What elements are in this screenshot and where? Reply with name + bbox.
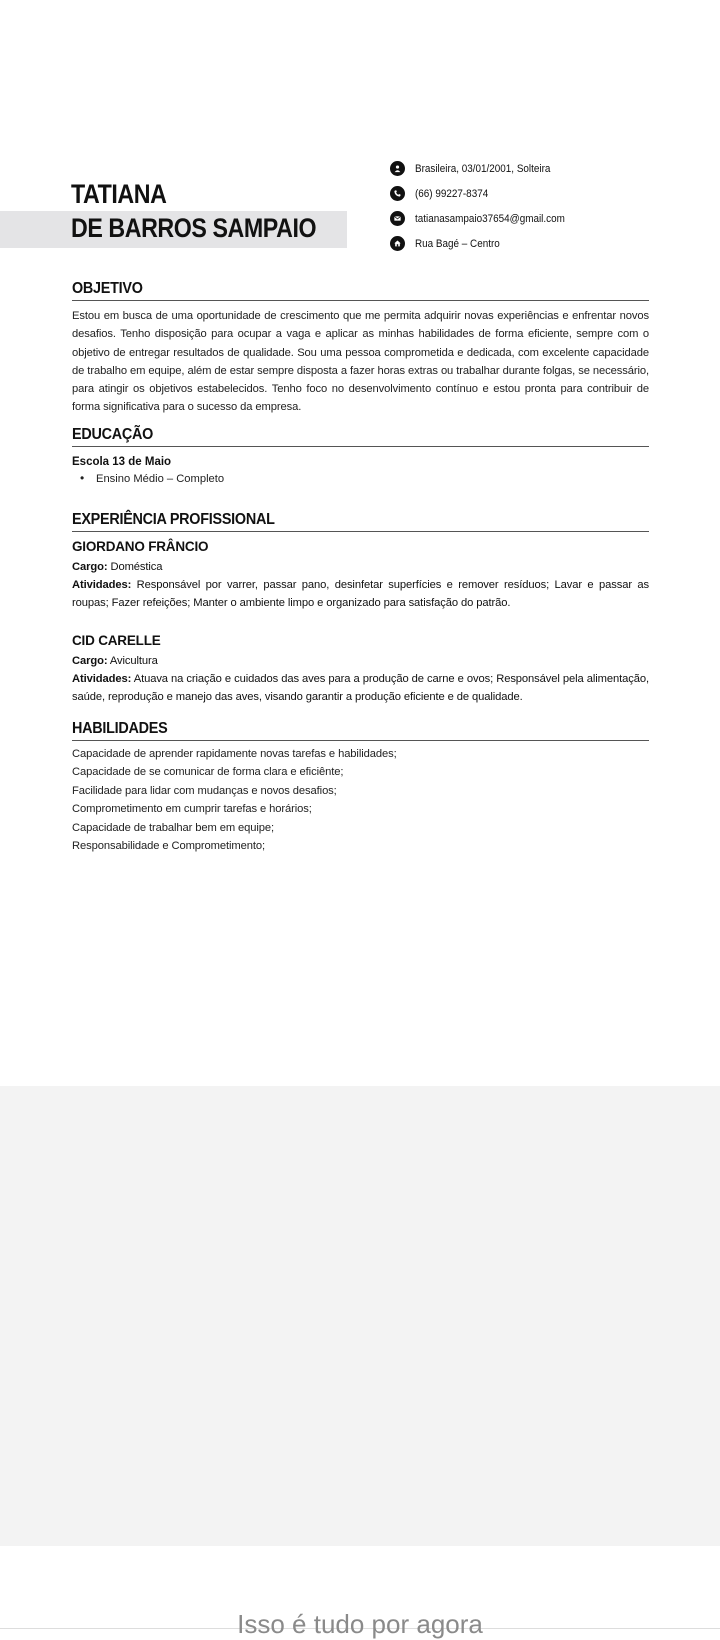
section-title-education: EDUCAÇÃO	[72, 425, 649, 447]
home-icon	[390, 236, 405, 251]
job-role: Cargo: Avicultura	[72, 654, 158, 667]
person-icon	[390, 161, 405, 176]
contact-list	[390, 156, 690, 256]
job-role: Cargo: Doméstica	[72, 560, 163, 573]
contact-personal-text: Brasileira, 03/01/2001, Solteira	[415, 162, 551, 175]
education-school: Escola 13 de Maio	[72, 455, 172, 468]
end-of-content-text: Isso é tudo por agora	[237, 1609, 483, 1639]
phone-icon	[390, 186, 405, 201]
education-list	[80, 470, 649, 488]
skill-item: Capacidade de aprender rapidamente novas tarefas e habilidades;	[72, 747, 397, 760]
skills-list	[72, 745, 649, 856]
objective-text: Estou em busca de uma oportunidade de crescimento que me permita adquirir novas experiências e enfrentar novos desafios. Tenho disposição para ocupar a vaga e aplicar as minhas habilidades de forma eficiente, sempre com o objetivo de entregar resultados de qualidade. Sou uma pessoa comprometida e dedicada, com excelente capacidade de trabalho em equipe, além de estar sempre disposta a fazer horas extras ou trabalhar durante folgas, se necessário, para atingir os objetivos estabelecidos. Tenho foco no desenvolvimento contínuo e estou pronta para contribuir de forma significativa para o sucesso da empresa.	[72, 310, 649, 414]
section-title-objective: OBJETIVO	[72, 279, 649, 301]
contact-phone	[390, 181, 690, 206]
contact-email	[390, 206, 690, 231]
education-item: • Ensino Médio – Completo	[80, 470, 649, 488]
job-entry	[72, 632, 649, 707]
contact-address-text: Rua Bagé – Centro	[415, 237, 500, 250]
contact-personal	[390, 156, 690, 181]
section-title-experience: EXPERIÊNCIA PROFISSIONAL	[72, 510, 649, 532]
skill-item: Capacidade de trabalhar bem em equipe;	[72, 821, 275, 834]
page-gap-area	[0, 1086, 720, 1546]
job-activities: Atividades: Responsável por varrer, passar pano, desinfetar superfícies e remover resíduos; Lavar e passar as roupas; Fazer refeições; Manter o ambiente limpo e organizado para satisfação do patrão.	[72, 579, 650, 610]
skill-item: Capacidade de se comunicar de forma clara e eficiênte;	[72, 766, 344, 779]
job-entry	[72, 538, 649, 613]
job-company: GIORDANO FRÂNCIO	[72, 538, 209, 554]
resume-content	[72, 279, 649, 856]
name-first: TATIANA	[71, 179, 167, 209]
contact-email-text: tatianasampaio37654@gmail.com	[415, 212, 565, 225]
mail-icon	[390, 211, 405, 226]
skill-item: Comprometimento em cumprir tarefas e horários;	[72, 803, 312, 816]
job-activities: Atividades: Atuava na criação e cuidados das aves para a produção de carne e ovos; Responsável pela alimentação, saúde, reprodução e manejo das aves, visando garantir a produção eficiente e de qualidade.	[72, 672, 649, 704]
job-company: CID CARELLE	[72, 632, 161, 648]
contact-address	[390, 231, 690, 256]
skill-item: Facilidade para lidar com mudanças e novos desafios;	[72, 784, 337, 797]
section-title-skills: HABILIDADES	[72, 719, 649, 741]
skill-item: Responsabilidade e Comprometimento;	[72, 840, 266, 853]
contact-phone-text: (66) 99227-8374	[415, 187, 489, 200]
name-last: DE BARROS SAMPAIO	[71, 213, 317, 243]
